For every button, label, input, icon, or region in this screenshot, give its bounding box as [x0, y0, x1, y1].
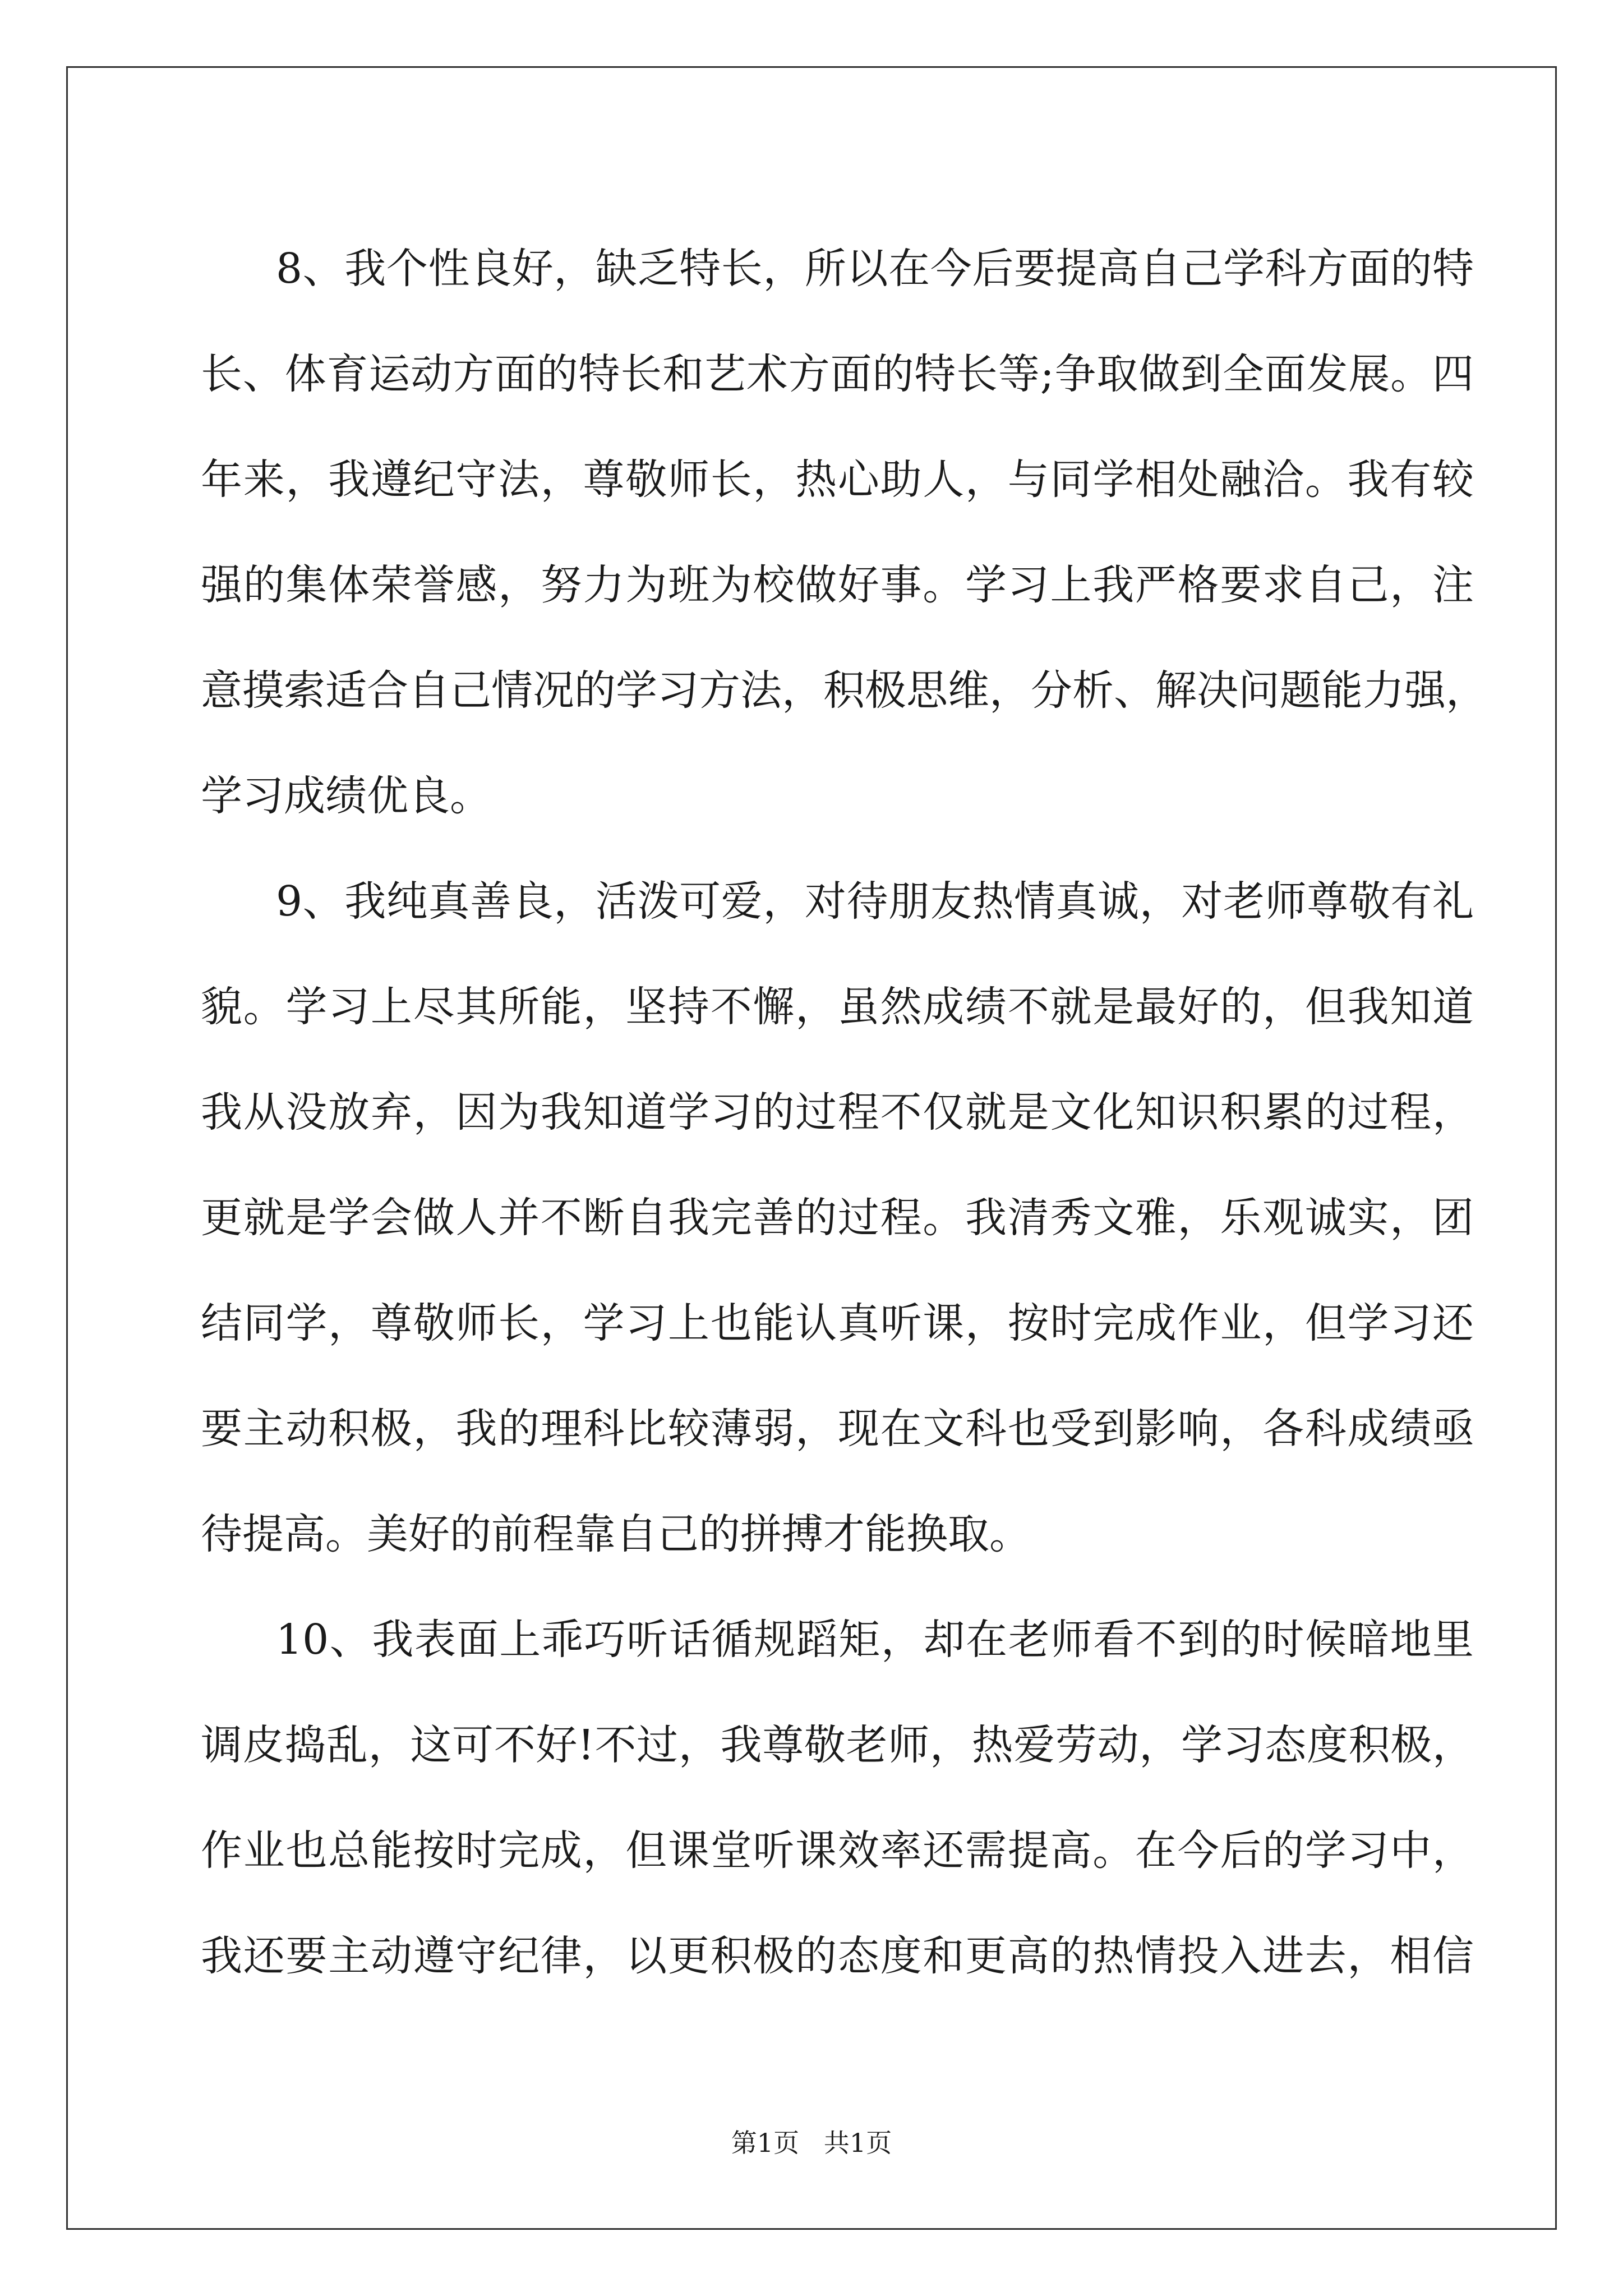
text-line: 长、体育运动方面的特长和艺术方面的特长等;争取做到全面发展。四: [201, 350, 1474, 398]
text-line: 我还要主动遵守纪律，以更积极的态度和更高的热情投入进去，相信: [201, 1932, 1474, 1980]
text-line: 貌。学习上尽其所能，坚持不懈，虽然成绩不就是最好的，但我知道: [201, 983, 1474, 1031]
text-line: 作业也总能按时完成，但课堂听课效率还需提高。在今后的学习中，: [201, 1826, 1474, 1875]
text-line: 调皮捣乱，这可不好!不过，我尊敬老师，热爱劳动，学习态度积极，: [201, 1721, 1474, 1769]
text-line: 学习成绩优良。: [201, 772, 491, 820]
text-line: 更就是学会做人并不断自我完善的过程。我清秀文雅，乐观诚实，团: [201, 1194, 1474, 1242]
text-line: 我从没放弃，因为我知道学习的过程不仅就是文化知识积累的过程，: [201, 1088, 1474, 1137]
text-line: 10、我表面上乖巧听话循规蹈矩，却在老师看不到的时候暗地里: [276, 1616, 1474, 1664]
text-line: 待提高。美好的前程靠自己的拼搏才能换取。: [201, 1510, 1031, 1558]
text-line: 要主动积极，我的理科比较薄弱，现在文科也受到影响，各科成绩亟: [201, 1405, 1474, 1453]
text-line: 8、我个性良好，缺乏特长，所以在今后要提高自己学科方面的特: [276, 245, 1474, 293]
text-line: 年来，我遵纪守法，尊敬师长，热心助人，与同学相处融洽。我有较: [201, 455, 1474, 504]
text-line: 意摸索适合自己情况的学习方法，积极思维，分析、解决问题能力强，: [201, 666, 1487, 715]
document-body: [201, 216, 1487, 2009]
text-line: 结同学，尊敬师长，学习上也能认真听课，按时完成作业，但学习还: [201, 1299, 1474, 1347]
text-line: 9、我纯真善良，活泼可爱，对待朋友热情真诚，对老师尊敬有礼: [276, 877, 1474, 926]
text-line: 强的集体荣誉感，努力为班为校做好事。学习上我严格要求自己，注: [201, 561, 1474, 609]
page-number-footer: 第1页 共1页: [731, 2128, 892, 2158]
